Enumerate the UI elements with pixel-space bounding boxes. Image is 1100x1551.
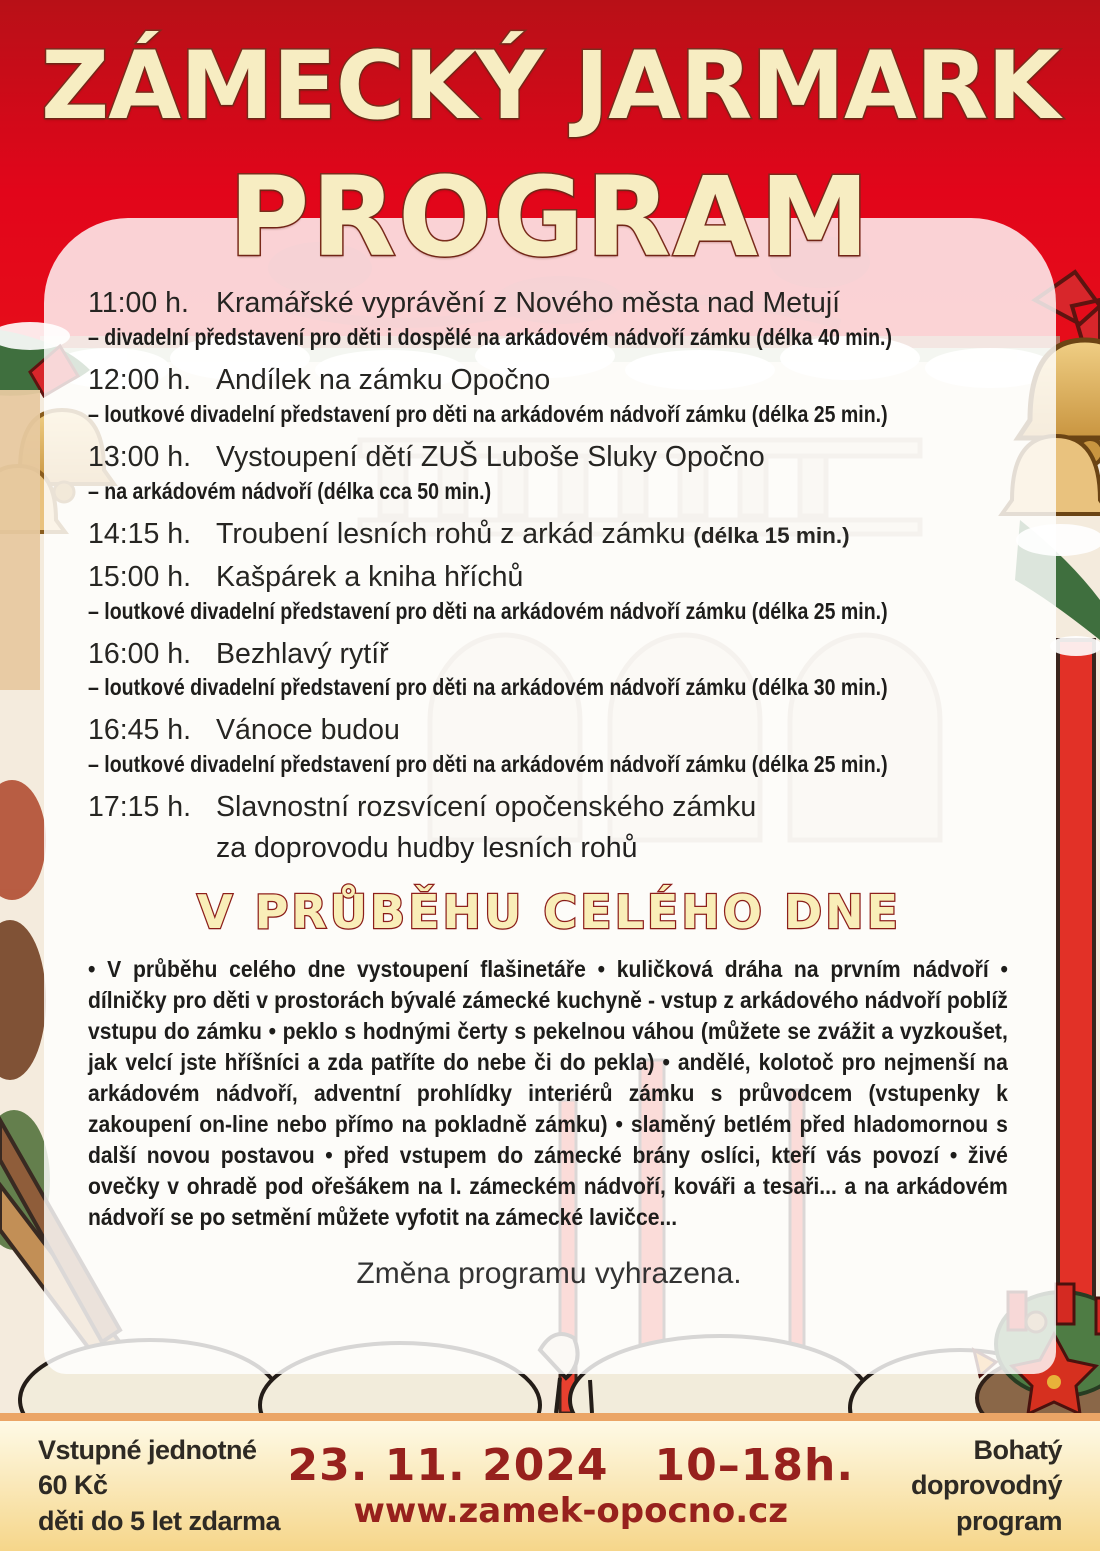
entry-title-line2: za doprovodu hudby lesních rohů bbox=[216, 832, 638, 865]
all-day-heading: V PRŮBĚHU CELÉHO DNE bbox=[196, 885, 902, 940]
footer-divider-bar bbox=[0, 1413, 1100, 1421]
entry-detail: – loutkové divadelní představení pro děti na arkádovém nádvoří zámku (délka 30 min.) bbox=[88, 674, 888, 701]
entry-detail: – loutkové divadelní představení pro děti na arkádovém nádvoří zámku (délka 25 min.) bbox=[88, 400, 888, 427]
entry-time: 16:00 h. bbox=[88, 637, 192, 670]
page-subtitle: PROGRAM bbox=[228, 153, 872, 281]
entry-title: Vánoce budou bbox=[216, 714, 400, 747]
schedule-entry bbox=[88, 442, 1010, 505]
entry-title: Kašpárek a kniha hříchů bbox=[216, 560, 524, 593]
footer bbox=[0, 1421, 1100, 1551]
all-day-paragraph: • V průběhu celého dne vystoupení flašinetáře • kuličková dráha na prvním nádvoří • dílničky pro děti v prostorách bývalé zámecké kuchyně - vstup z arkádového nádvoří poblíž vstupu do zámku • peklo s hodnými čerty s pekelnou váhou (můžete se zvážit a vyzkoušet, jak velcí jste hříšníci a zda patříte do nebe či do pekla) • andělé, kolotoč pro nejmenší na arkádovém nádvoří, adventní prohlídky interiérů zámku s průvodcem (vstupenky k zakoupení on-line nebo přímo na pokladně zámku) • slaměný betlém před hladomornou s další novou postavou • před vstupem do zámecké brány oslíci, kteří vás povozí • živé ovečky v ohradě pod ořešákem na I. zámeckém nádvoří, kováři a tesaři... a na arkádovém nádvoří se po setmění můžete vyfotit na zámecké lavičce... bbox=[88, 955, 1008, 1230]
entry-title: Troubení lesních rohů z arkád zámku bbox=[216, 517, 686, 550]
entry-title: Andílek na zámku Opočno bbox=[216, 363, 551, 396]
schedule-entry bbox=[88, 365, 1010, 428]
entry-detail: – divadelní představení pro děti i dospělé na arkádovém nádvoří zámku (délka 40 min.) bbox=[88, 323, 892, 350]
schedule-entry bbox=[88, 562, 1010, 625]
program-content bbox=[88, 288, 1010, 1291]
entry-detail: – loutkové divadelní představení pro děti na arkádovém nádvoří zámku (délka 25 min.) bbox=[88, 597, 888, 624]
entry-detail: – loutkové divadelní představení pro děti na arkádovém nádvoří zámku (délka 25 min.) bbox=[88, 751, 888, 778]
admission-info bbox=[38, 1433, 288, 1538]
schedule-entry bbox=[88, 792, 1010, 865]
red-pole bbox=[1050, 636, 1100, 1330]
entry-detail: – na arkádovém nádvoří (délka cca 50 min.) bbox=[88, 477, 492, 504]
entry-title: Bezhlavý rytíř bbox=[216, 637, 389, 670]
entry-time: 14:15 h. bbox=[88, 517, 192, 550]
accompanying-line2: program bbox=[955, 1505, 1062, 1536]
entry-time: 11:00 h. bbox=[88, 287, 189, 319]
page-title: ZÁMECKÝ JARMARK bbox=[41, 32, 1059, 141]
admission-price: Vstupné jednotné 60 Kč bbox=[38, 1435, 257, 1501]
entry-time: 15:00 h. bbox=[88, 560, 192, 593]
event-hours: 10–18h. bbox=[654, 1440, 855, 1491]
event-date-block bbox=[287, 1440, 855, 1531]
schedule-entry bbox=[88, 288, 1010, 351]
program-change-note: Změna programu vyhrazena. bbox=[356, 1256, 742, 1290]
website-url: www.zamek-opocno.cz bbox=[353, 1491, 789, 1531]
entry-title: Slavnostní rozsvícení opočenského zámku bbox=[216, 791, 757, 824]
entry-title: Kramářské vyprávění z Nového města nad Metují bbox=[216, 287, 841, 319]
entry-time: 13:00 h. bbox=[88, 440, 192, 473]
schedule-entry bbox=[88, 715, 1010, 778]
entry-time: 17:15 h. bbox=[88, 791, 192, 824]
entry-title: Vystoupení dětí ZUŠ Luboše Sluky Opočno bbox=[216, 440, 765, 473]
accompanying-line1: Bohatý doprovodný bbox=[911, 1435, 1062, 1501]
entry-time: 12:00 h. bbox=[88, 363, 192, 396]
entry-duration: (délka 15 min.) bbox=[693, 522, 850, 548]
schedule-entry bbox=[88, 519, 1010, 551]
event-date: 23. 11. 2024 bbox=[287, 1440, 609, 1491]
accompanying-program-info bbox=[854, 1433, 1062, 1538]
schedule-entry bbox=[88, 639, 1010, 702]
entry-time: 16:45 h. bbox=[88, 714, 192, 747]
admission-kids: děti do 5 let zdarma bbox=[38, 1505, 281, 1536]
